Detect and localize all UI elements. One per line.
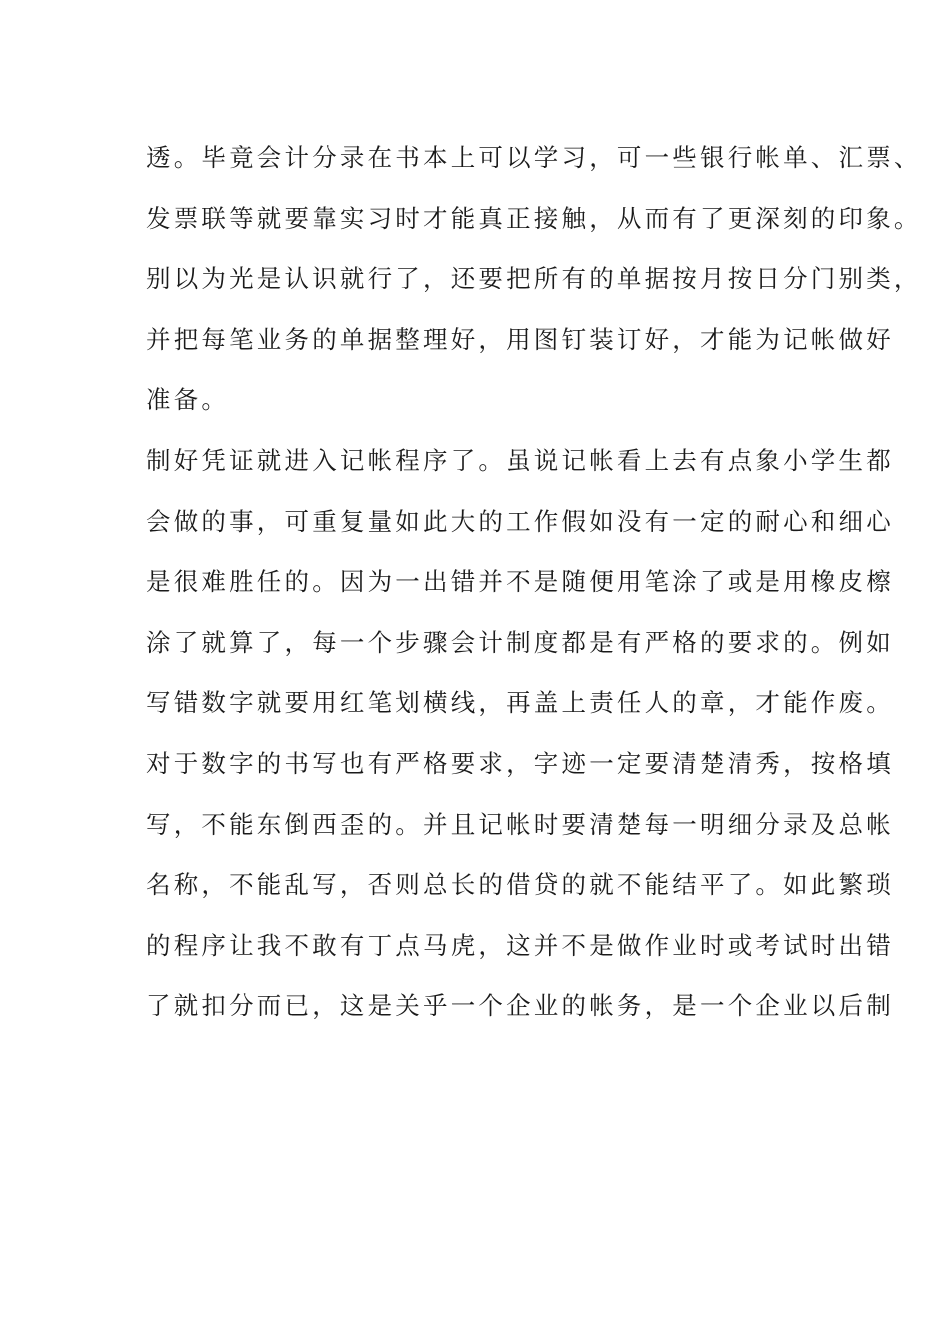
body-text — [146, 128, 922, 1037]
text-line: 透。毕竟会计分录在书本上可以学习，可一些银行帐单、汇票、 — [146, 143, 922, 172]
text-line: 发票联等就要靠实习时才能真正接触，从而有了更深刻的印象。 — [146, 203, 922, 233]
text-line: 是很难胜任的。因为一出错并不是随便用笔涂了或是用橡皮檫 — [146, 567, 894, 597]
text-line: 并把每笔业务的单据整理好，用图钉装订好，才能为记帐做好 — [146, 324, 894, 354]
text-line: 的程序让我不敢有丁点马虎，这并不是做作业时或考试时出错 — [146, 930, 894, 960]
text-line: 了就扣分而已，这是关乎一个企业的帐务，是一个企业以后制 — [146, 991, 894, 1021]
text-line: 对于数字的书写也有严格要求，字迹一定要清楚清秀，按格填 — [146, 748, 894, 778]
text-line: 写错数字就要用红笔划横线，再盖上责任人的章，才能作废。 — [146, 688, 894, 718]
text-line: 准备。 — [146, 385, 230, 415]
text-line: 制好凭证就进入记帐程序了。虽说记帐看上去有点象小学生都 — [146, 445, 894, 475]
text-line: 涂了就算了，每一个步骤会计制度都是有严格的要求的。例如 — [146, 627, 894, 657]
text-line: 别以为光是认识就行了，还要把所有的单据按月按日分门别类， — [146, 264, 922, 294]
text-line: 写，不能东倒西歪的。并且记帐时要清楚每一明细分录及总帐 — [146, 809, 894, 839]
text-line: 会做的事，可重复量如此大的工作假如没有一定的耐心和细心 — [146, 506, 894, 536]
text-line: 名称，不能乱写，否则总长的借贷的就不能结平了。如此繁琐 — [146, 870, 894, 900]
